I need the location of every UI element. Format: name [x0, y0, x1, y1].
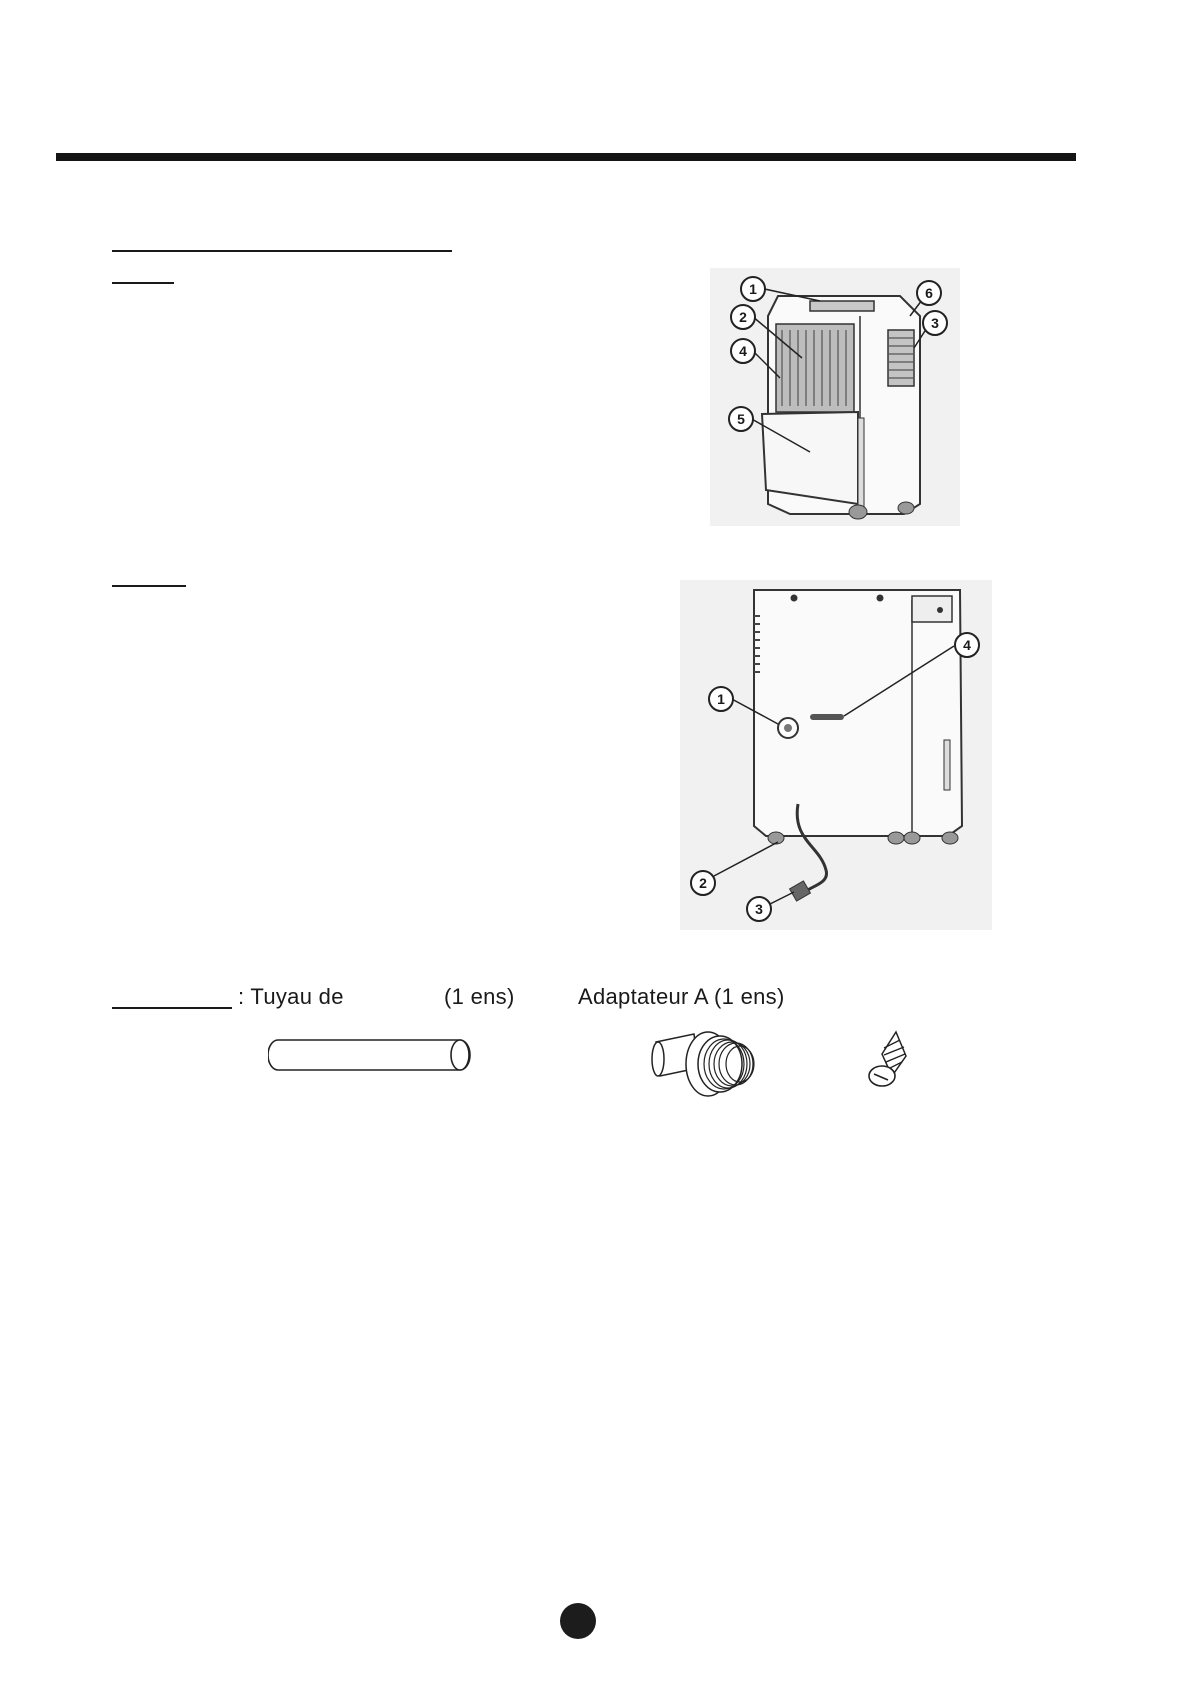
front-callout-1: 1	[740, 276, 766, 302]
hose-quantity: (1 ens)	[444, 984, 515, 1009]
rear-callout-3: 3	[746, 896, 772, 922]
front-callout-3: 3	[922, 310, 948, 336]
rear-view-drawing	[680, 580, 992, 930]
header-rule	[56, 153, 1076, 161]
rear-callout-1: 1	[708, 686, 734, 712]
rear-subtitle-underline	[112, 585, 186, 587]
page-marker-icon	[560, 1603, 596, 1639]
front-callout-2: 2	[730, 304, 756, 330]
hose-icon	[268, 1038, 474, 1072]
front-callout-5: 5	[728, 406, 754, 432]
rear-callout-4: 4	[954, 632, 980, 658]
adapter-icon	[650, 1020, 760, 1100]
front-callout-4: 4	[730, 338, 756, 364]
section-title-underline	[112, 250, 452, 252]
accessories-underline	[112, 1007, 232, 1009]
adapter-label: Adaptateur A (1 ens)	[578, 984, 785, 1009]
front-subtitle-underline	[112, 282, 174, 284]
rear-view-figure	[680, 580, 992, 930]
front-callout-6: 6	[916, 280, 942, 306]
rear-callout-2: 2	[690, 870, 716, 896]
hose-label: : Tuyau de	[238, 984, 344, 1009]
front-view-figure	[710, 268, 960, 526]
screw-icon	[866, 1030, 912, 1090]
